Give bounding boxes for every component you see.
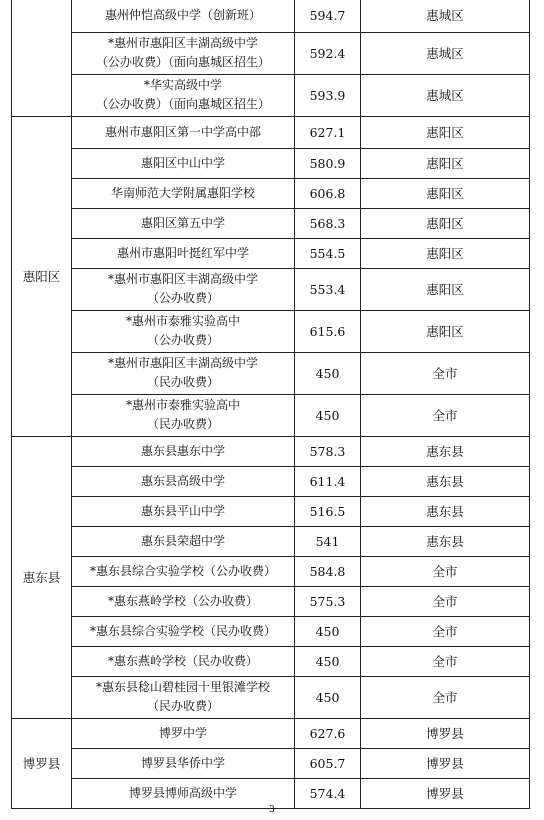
score-cell: 450 — [295, 616, 361, 646]
enrollment-area-cell: 惠东县 — [361, 436, 530, 466]
table-row — [12, 178, 530, 208]
score-cell: 541 — [295, 526, 361, 556]
table-row — [12, 268, 530, 310]
score-cell: 584.8 — [295, 556, 361, 586]
table-row — [12, 116, 530, 148]
school-name-cell: *华实高级中学 （公办收费）（面向惠城区招生） — [72, 74, 295, 116]
district-cell — [12, 0, 72, 116]
school-name-cell: 惠东县荣超中学 — [72, 526, 295, 556]
school-name-cell: 华南师范大学附属惠阳学校 — [72, 178, 295, 208]
score-cell: 516.5 — [295, 496, 361, 526]
enrollment-area-cell: 博罗县 — [361, 718, 530, 748]
score-cell: 627.1 — [295, 116, 361, 148]
score-cell: 615.6 — [295, 310, 361, 352]
school-name-cell: *惠州市惠阳区丰湖高级中学 （公办收费） — [72, 268, 295, 310]
score-cell: 611.4 — [295, 466, 361, 496]
score-cell: 578.3 — [295, 436, 361, 466]
enrollment-area-cell: 惠阳区 — [361, 268, 530, 310]
school-name-cell: *惠东县综合实验学校（民办收费） — [72, 616, 295, 646]
table-row — [12, 586, 530, 616]
enrollment-area-cell: 全市 — [361, 394, 530, 436]
school-name-cell: 惠州市惠阳区第一中学高中部 — [72, 116, 295, 148]
table-row — [12, 0, 530, 32]
score-cell: 574.4 — [295, 778, 361, 808]
table-row — [12, 436, 530, 466]
table-row — [12, 748, 530, 778]
score-cell: 605.7 — [295, 748, 361, 778]
enrollment-area-cell: 全市 — [361, 352, 530, 394]
score-cell: 568.3 — [295, 208, 361, 238]
enrollment-area-cell: 博罗县 — [361, 778, 530, 808]
enrollment-area-cell: 惠阳区 — [361, 148, 530, 178]
enrollment-area-cell: 惠阳区 — [361, 238, 530, 268]
school-name-cell: 博罗县华侨中学 — [72, 748, 295, 778]
table-row — [12, 718, 530, 748]
district-cell: 博罗县 — [12, 718, 72, 808]
district-cell: 惠阳区 — [12, 116, 72, 436]
table-row — [12, 556, 530, 586]
enrollment-area-cell: 博罗县 — [361, 748, 530, 778]
enrollment-area-cell: 全市 — [361, 616, 530, 646]
enrollment-area-cell: 全市 — [361, 586, 530, 616]
score-cell: 580.9 — [295, 148, 361, 178]
score-cell: 592.4 — [295, 32, 361, 74]
table-row — [12, 238, 530, 268]
school-name-cell: 惠阳区第五中学 — [72, 208, 295, 238]
school-name-cell: *惠州市惠阳区丰湖高级中学 （民办收费） — [72, 352, 295, 394]
admission-score-table — [11, 0, 530, 809]
table-row — [12, 616, 530, 646]
table-row — [12, 646, 530, 676]
school-name-cell: 惠州市惠阳叶挺红军中学 — [72, 238, 295, 268]
school-name-cell: 博罗县博师高级中学 — [72, 778, 295, 808]
school-name-cell: 惠阳区中山中学 — [72, 148, 295, 178]
score-cell: 606.8 — [295, 178, 361, 208]
table-row — [12, 496, 530, 526]
score-cell: 594.7 — [295, 0, 361, 32]
table-body — [12, 0, 530, 808]
table-row — [12, 32, 530, 74]
school-name-cell: *惠州市惠阳区丰湖高级中学 （公办收费）（面向惠城区招生） — [72, 32, 295, 74]
score-cell: 575.3 — [295, 586, 361, 616]
enrollment-area-cell: 惠城区 — [361, 74, 530, 116]
school-name-cell: 惠东县平山中学 — [72, 496, 295, 526]
school-name-cell: 惠东县高级中学 — [72, 466, 295, 496]
enrollment-area-cell: 惠阳区 — [361, 116, 530, 148]
table-row — [12, 778, 530, 808]
school-name-cell: 博罗中学 — [72, 718, 295, 748]
school-name-cell: *惠东燕岭学校（公办收费） — [72, 586, 295, 616]
school-name-cell: *惠东燕岭学校（民办收费） — [72, 646, 295, 676]
table-row — [12, 352, 530, 394]
school-name-cell: *惠东县稔山碧桂园十里银滩学校 （民办收费） — [72, 676, 295, 718]
score-cell: 450 — [295, 394, 361, 436]
enrollment-area-cell: 全市 — [361, 556, 530, 586]
school-name-cell: *惠东县综合实验学校（公办收费） — [72, 556, 295, 586]
enrollment-area-cell: 惠东县 — [361, 466, 530, 496]
school-name-cell: 惠东县惠东中学 — [72, 436, 295, 466]
score-cell: 627.6 — [295, 718, 361, 748]
score-cell: 554.5 — [295, 238, 361, 268]
table-row — [12, 208, 530, 238]
enrollment-area-cell: 全市 — [361, 646, 530, 676]
school-name-cell: 惠州仲恺高级中学（创新班） — [72, 0, 295, 32]
school-name-cell: *惠州市泰雅实验高中 （民办收费） — [72, 394, 295, 436]
score-cell: 553.4 — [295, 268, 361, 310]
score-cell: 450 — [295, 646, 361, 676]
district-cell: 惠东县 — [12, 436, 72, 718]
score-cell: 450 — [295, 352, 361, 394]
table-row — [12, 310, 530, 352]
table-row — [12, 148, 530, 178]
table-row — [12, 676, 530, 718]
enrollment-area-cell: 惠城区 — [361, 32, 530, 74]
enrollment-area-cell: 惠东县 — [361, 526, 530, 556]
enrollment-area-cell: 惠城区 — [361, 0, 530, 32]
school-name-cell: *惠州市泰雅实验高中 （公办收费） — [72, 310, 295, 352]
table-row — [12, 74, 530, 116]
score-cell: 593.9 — [295, 74, 361, 116]
enrollment-area-cell: 惠阳区 — [361, 310, 530, 352]
enrollment-area-cell: 惠阳区 — [361, 178, 530, 208]
table-row — [12, 466, 530, 496]
enrollment-area-cell: 惠阳区 — [361, 208, 530, 238]
enrollment-area-cell: 全市 — [361, 676, 530, 718]
page-number: 3 — [269, 805, 275, 815]
enrollment-area-cell: 惠东县 — [361, 496, 530, 526]
table-row — [12, 526, 530, 556]
table-row — [12, 394, 530, 436]
score-cell: 450 — [295, 676, 361, 718]
